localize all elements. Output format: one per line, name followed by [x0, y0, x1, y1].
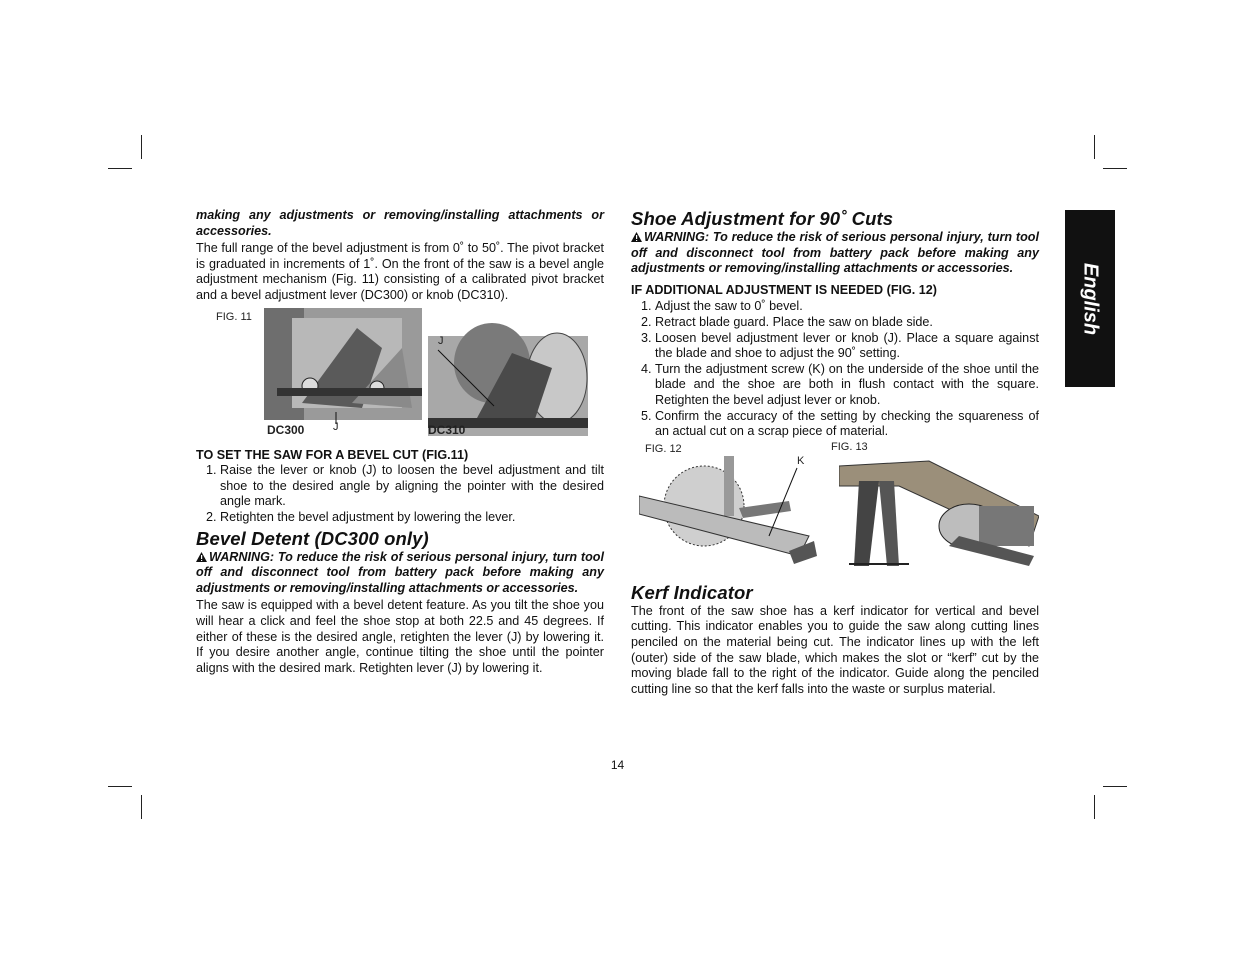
- bevel-detent-warning: [196, 550, 604, 597]
- crop-mark: [141, 135, 142, 159]
- fig11-illustration: [262, 308, 592, 440]
- crop-mark: [141, 795, 142, 819]
- fig12-label: FIG. 12: [645, 442, 682, 455]
- kerf-indicator-paragraph: The front of the saw shoe has a kerf indicator for vertical and bevel cutting. This indicator enables you to guide the saw along cutting lines penciled on the material being cut. The indicator lines up with the left (outer) side of the saw blade, which makes the slot or “kerf” cut by the moving blade fall to the right of the indicator. Guide along the penciled cutting line so that the kerf falls into the waste or surplus material.: [631, 603, 1039, 696]
- warning-text: WARNING: To reduce the risk of serious personal injury, turn tool off and disconnect tool from battery pack before making any adjustments or removing/installing attachments or accessories.: [196, 549, 604, 595]
- list-item: 2. Retighten the bevel adjustment by lowering the lever.: [220, 510, 604, 526]
- list-item: 2. Retract blade guard. Place the saw on blade side.: [655, 315, 1039, 331]
- shoe-adjustment-warning: [631, 230, 1039, 277]
- fig13-label: FIG. 13: [831, 440, 868, 453]
- crop-mark: [1103, 168, 1127, 169]
- fig13-illustration: [839, 456, 1039, 572]
- intro-warning-tail: making any adjustments or removing/installing attachments or accessories.: [196, 208, 604, 238]
- fig11-model-dc310: DC310: [428, 422, 466, 437]
- figures-12-13: [631, 442, 1039, 582]
- bevel-detent-title: Bevel Detent (DC300 only): [196, 527, 429, 549]
- kerf-indicator-title: Kerf Indicator: [631, 581, 753, 603]
- bevel-cut-steps: [196, 463, 604, 525]
- list-item: 1. Raise the lever or knob (J) to loosen the bevel adjustment and tilt shoe to the desired angle by aligning the pointer with the desired angle mark.: [220, 463, 604, 510]
- crop-mark: [1103, 786, 1127, 787]
- right-column: [631, 208, 1039, 697]
- page-number: 14: [610, 758, 625, 772]
- fig12-callout-k: K: [797, 454, 805, 467]
- figure-11: [196, 308, 604, 440]
- shoe-adjustment-title: Shoe Adjustment for 90˚ Cuts: [631, 208, 894, 229]
- warning-text: WARNING: To reduce the risk of serious personal injury, turn tool off and disconnect tool from battery pack before making any adjustments or removing/installing attachments or accessories.: [631, 230, 1039, 276]
- fig11-model-dc300: DC300: [267, 422, 305, 437]
- language-tab: [1065, 210, 1115, 387]
- list-item: 3. Loosen bevel adjustment lever or knob (J). Place a square against the blade and shoe to adjust the 90˚ setting.: [655, 331, 1039, 362]
- crop-mark: [108, 786, 132, 787]
- list-item: 1. Adjust the saw to 0˚ bevel.: [655, 299, 1039, 315]
- fig12-illustration: [639, 456, 819, 572]
- crop-mark: [1094, 795, 1095, 819]
- left-column: [196, 208, 604, 676]
- warning-triangle-icon: [631, 232, 642, 242]
- fig11-label: FIG. 11: [216, 310, 252, 323]
- bevel-range-paragraph: The full range of the bevel adjustment is from 0˚ to 50˚. The pivot bracket is graduated in increments of 1˚. On the front of the saw is a bevel angle adjustment mechanism (Fig. 11) consisting of a calibrated pivot bracket and a bevel adjustment lever (DC300) or knob (DC310).: [196, 241, 604, 302]
- bevel-detent-paragraph: The saw is equipped with a bevel detent feature. As you tilt the shoe you will hear a click and feel the shoe stop at both 22.5 and 45 degrees. If either of these is the desired angle, retighten the lever (J) by lowering it. If you desire another angle, continue tilting the shoe until the pointer aligns with the desired mark. Retighten lever (J) by lowering it.: [196, 598, 604, 675]
- list-item: 4. Turn the adjustment screw (K) on the underside of the shoe until the blade and the shoe are both in flush contact with the square. Retighten the bevel adjust lever or knob.: [655, 362, 1039, 409]
- crop-mark: [108, 168, 132, 169]
- crop-mark: [1094, 135, 1095, 159]
- language-tab-label: English: [1079, 262, 1102, 335]
- fig11-callout-j-bottom: J: [333, 420, 339, 433]
- additional-adjustment-heading: IF ADDITIONAL ADJUSTMENT IS NEEDED (FIG. 12): [631, 282, 938, 297]
- warning-triangle-icon: [196, 552, 207, 562]
- list-item: 5. Confirm the accuracy of the setting by checking the squareness of an actual cut on a scrap piece of material.: [655, 409, 1039, 440]
- bevel-cut-heading: TO SET THE SAW FOR A BEVEL CUT (FIG.11): [196, 447, 469, 462]
- shoe-adjustment-steps: [631, 299, 1039, 439]
- fig11-callout-j-top: J: [438, 334, 444, 347]
